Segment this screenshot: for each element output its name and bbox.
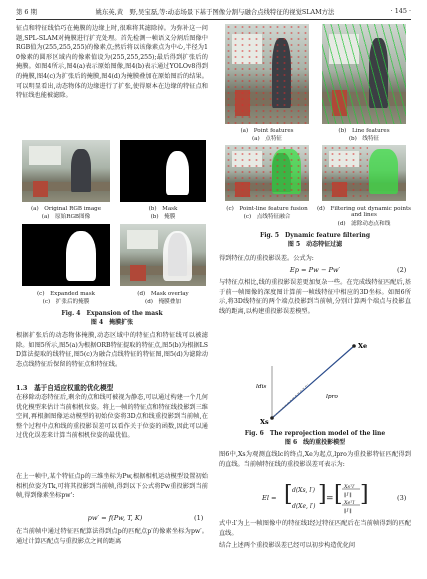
fig5a-caption-cn: (a) 点特征 [251,136,283,142]
fig6-start-point [270,416,274,420]
right-paragraph-4: 式中:l′为上一帧图像中的特征线l经过特征匹配后在当前帧得到的匹配直线。 [219,520,411,537]
fig5c-caption-cn: (c) 点线特征融合 [243,214,291,220]
page-header-title: 姚东英,黄 野,吴宝磊,等:动态场景下基于图像分割与融合点线特征的视觉SLAM方法 [95,8,335,16]
fig5c-image [225,145,309,201]
equation-3-number: (3) [397,494,407,502]
fig4b-image [120,140,206,202]
fig5-title-cn: 图 5 动态特征过滤 [287,241,343,248]
fig4-title-cn: 图 4 掩膜扩张 [90,319,134,326]
left-paragraph-2: 根据扩张后的动态物体掩膜,动态区域中的特征点和特征线可以被滤除。如图5所示,图5(a)为根据ORB特征提取的特征点,图5(b)为根据LSD算法提取的线特征,图5(c)为融合点线特征的特征图,图5(d)为滤除动态点线特征后保留的特征点和特征线。 [16,332,208,368]
svg-text:]: ] [318,482,327,507]
right-paragraph-2: 与特征点相比,线的重投影误差更加复杂一些。在完成线特征匹配后,基于前一帧图像的深度图计算前一帧线特征中相应的3D坐标。如图6所示,将3D线特征的两个端点投影到当前帧,分别计算两个端点与投影直线的距离,以构建重投影误差模型。 [219,279,411,315]
right-paragraph-1: 得到特征点的重投影误差。公式为: [219,255,314,262]
fig4a-image [22,140,110,202]
equation-1-number: (1) [194,514,204,522]
fig6-reprojected-line [272,346,354,418]
svg-text:d(Xe, l′): d(Xe, l′) [292,503,316,510]
svg-text:‖l′‖: ‖l′‖ [344,492,352,498]
section-heading-1-3: 1.3 基于自适应权重的优化模型 [16,384,114,392]
fig4a-caption-cn: (a) 原始RGB图像 [41,214,91,220]
svg-text:[: [ [284,482,293,507]
fig6-diagram [250,336,380,426]
svg-text:‖l′‖: ‖l′‖ [344,508,352,514]
svg-text:Xsᵀl′: Xsᵀl′ [344,484,355,490]
equation-3-lhs: El = [262,494,277,502]
fig4b-caption-cn: (b) 掩膜 [150,214,176,220]
svg-text:Xeᵀl′: Xeᵀl′ [344,500,356,506]
equation-3-matrix [282,481,369,515]
equation-2: Ep = Pw − Pw′ [289,266,341,274]
right-paragraph-3: 图6中,Xs为观测直线lc的终点,Xe为起点,lpro为重投影特征匹配得到的直线。当前帧特征线的重投影误差可表示为: [219,451,411,468]
left-paragraph-3: 在移除动态特征后,剩余的点和线可被视为静态,可以通过构建一个几何优化模型来估计当前相机位姿。将上一帧的特征点和特征线投影到三维空间,再根据图像运动模型的初始位姿将3D点和线重投影到当前帧,在整个过程中点和线的重投影误差可以看作关于位姿的函数,因此可以通过优化误差来计算当前相机位姿的最优值。 [16,394,208,440]
fig6-end-point [352,344,356,348]
svg-text:=: = [326,494,334,504]
fig4-title-en: Fig. 4 Expansion of the mask [61,310,163,317]
fig5a-image [225,24,309,124]
left-paragraph-5: 在当前帧中通过特征匹配算法得到点p的匹配点p′的像素坐标为pw′。通过计算匹配点与重投影点之间的距离 [16,528,208,545]
fig5d-image [322,145,406,201]
fig4c-caption-en: (c) Expanded mask [37,291,95,297]
left-paragraph-4: 在上一帧中,某个特征点p的三维坐标为Pw,根据相机运动模型设置初始相机位姿为Tk,可将其投影到当前帧,得到以下公式将Pw重投影到当前帧,得到像素坐标pw': [16,473,208,500]
fig5b-caption-cn: (b) 线特征 [348,136,380,142]
fig6-title-en: Fig. 6 The reprojection model of the line [244,430,386,437]
page-header-page-number: · 145 · [390,7,411,15]
fig6-distance-line [272,384,308,418]
fig4b-caption-en: (b) Mask [148,206,178,212]
fig6-title-cn: 图 6 线的重投影模型 [284,439,346,446]
fig6-label-xs: Xs [260,418,269,426]
left-paragraph-1: 征点和特征线恰巧在掩膜的边缘上时,很难将其滤除掉。为弥补这一问题,SPL-SLAM对掩膜进行扩充处理。首先检测一帧语义分割后图像中RGB值为(255,255,255)的像素点;然后将以该像素点为中心,半径为10像素的圆形区域内的像素值设为(255,255,255);最后得到扩张后的掩膜。如图4所示,图4(a)表示原始图像,图4(b)表示通过YOLOv8得到的掩膜,图4(c)为扩张后的掩膜,图4(d)为掩膜叠加在原始图后的结果。可以明显看出,动态物体的边缘进行了扩张,使得原本在边缘的特征点和特征线也能被滤除。 [16,25,208,100]
fig5d-caption-cn: (d) 滤除动态点和线 [337,221,391,227]
fig4c-caption-cn: (c) 扩张后的掩膜 [42,299,90,305]
fig5d-caption-en: (d) Filtering out dynamic points and lines [316,206,412,218]
fig5c-caption-en: (c) Point-line feature fusion [226,206,308,212]
fig4d-image [120,224,206,286]
fig6-label-ldis: ldis [256,384,267,390]
right-paragraph-5: 结合上述两个重投影误差已经可以初步构造优化问 [219,542,356,549]
fig5b-image [322,24,406,124]
fig6-label-lpro: lpro [326,394,338,400]
fig4d-caption-cn: (d) 掩膜叠加 [145,299,181,305]
equation-1: pw′ = f(Pw, T, K) [87,514,143,522]
svg-text:]: ] [360,482,369,507]
equation-2-number: (2) [397,266,407,274]
fig4a-caption-en: (a) Original RGB image [30,206,102,212]
page-header-issue: 第 6 期 [16,8,37,16]
header-rule [16,19,411,20]
fig5-title-en: Fig. 5 Dynamic feature filtering [259,232,371,239]
svg-text:[: [ [334,482,343,507]
fig4d-caption-en: (d) Mask overlay [137,291,189,297]
fig5a-caption-en: (a) Point features [240,128,294,134]
svg-text:d(Xs, l′): d(Xs, l′) [292,487,315,494]
fig5b-caption-en: (b) Line features [338,128,390,134]
fig6-label-xe: Xe [358,342,368,350]
fig4c-image [22,224,110,286]
